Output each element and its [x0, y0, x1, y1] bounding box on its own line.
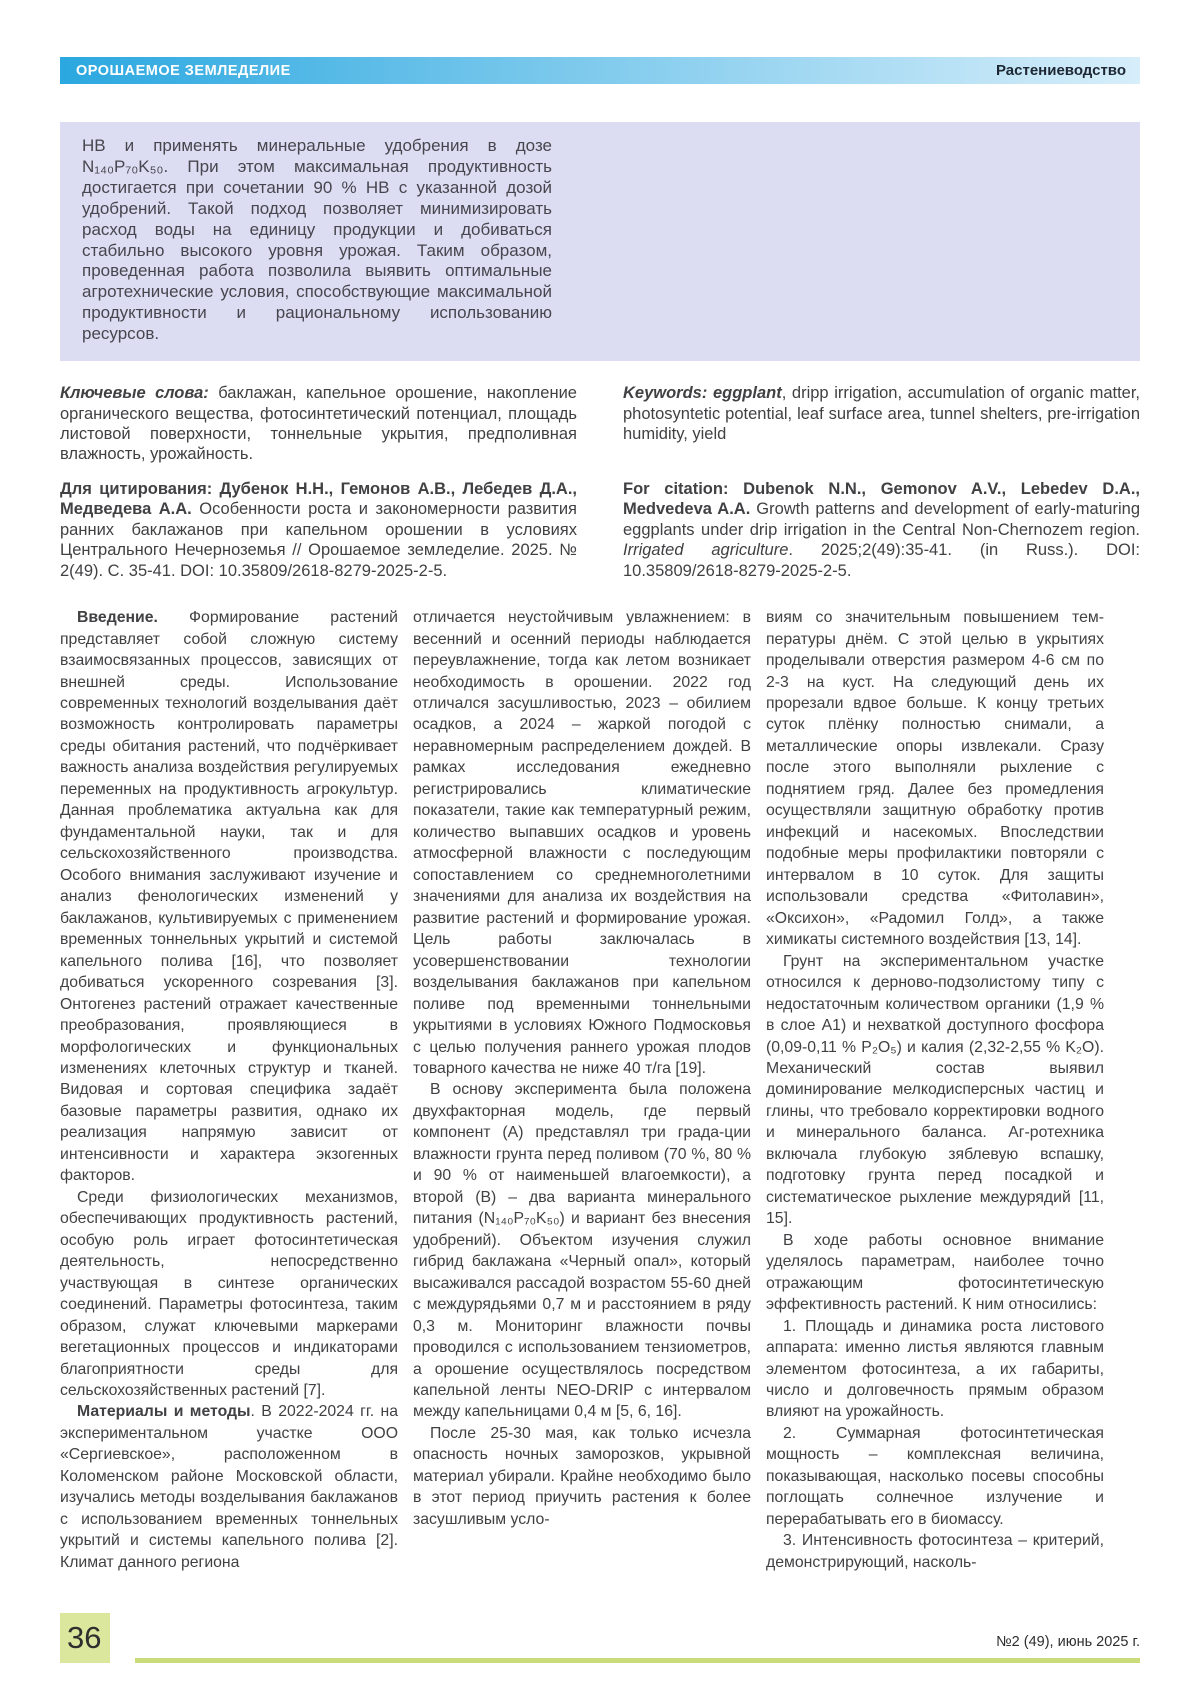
header-bar	[60, 57, 1140, 84]
body-paragraph	[766, 1530, 1104, 1573]
paragraph-text: виям со значительным повышением тем-пературы днём. С этой целью в укрытиях проделывали отверстия размером 4-6 см по 2-3 на куст. На следующий день их прорезали вдвое больше. К концу третьих суток плёнку полностью снимали, а металлические опоры извлекали. Сразу после этого выполняли рыхление с поднятием гряд. Далее без промедления осуществляли защитную обработку против инфекций и насекомых. Впоследствии подобные меры профилактики повторяли с интервалом в 10 суток. Для защиты использовали средства «Фитолавин», «Оксихон», «Радомил Голд», а также химикаты системного воздействия [13, 14].	[766, 609, 1104, 949]
body-paragraph	[413, 607, 751, 1079]
body-paragraph	[413, 1423, 751, 1530]
page-number: 36	[60, 1613, 110, 1663]
citation-en-tail: . 2025;2(49):35-41. (in Russ.). DOI: 10.35809/2618-8279-2025-2-5.	[623, 541, 1140, 580]
abstract-text: НВ и применять минеральные удобрения в дозе N₁₄₀P₇₀K₅₀. При этом максимальная продуктивность достигается при сочетании 90 % НВ с указанной дозой удобрений. Такой подход позволяет минимизировать расход воды на единицу продукции и добиваться стабильно высокого уровня урожая. Таким образом, проведенная работа позволила выявить оптимальные агротехнические условия, способствующие максимальной продуктивности и рациональному использованию ресурсов.	[82, 136, 552, 344]
paragraph-text: В основу эксперимента была положена двухфакторная модель, где первый компонент (А) представлял три града-ции влажности грунта перед поливом (70 %, 80 % и 90 % от наименьшей влагоемкости), а второй (В) – два варианта минерального питания (N₁₄₀P₇₀K₅₀) и вариант без внесения удобрений). Объектом изучения служил гибрид баклажана «Черный опал», который высаживался рассадой возрастом 55-60 дней с междурядьями 0,7 м и расстоянием в ряду 0,3 м. Мониторинг влажности почвы проводился с использованием тензиометров, а орошение осуществлялось посредством капельной ленты NEO-DRIP с интервалом между капельницами 0,4 м [5, 6, 16].	[413, 1081, 751, 1421]
article-body	[60, 607, 1104, 1573]
keywords-en-label: Keywords: eggplant	[623, 384, 782, 403]
citation-en-journal: Irrigated agriculture	[623, 541, 789, 560]
keywords-ru	[60, 383, 577, 465]
body-column-2	[413, 607, 751, 1573]
paragraph-lead: Введение.	[77, 609, 158, 627]
keywords-en-text: , dripp irrigation, accumulation of organic matter, photosyntetic potential, leaf surface area, tunnel shelters, pre-irrigation humidity, yield	[623, 384, 1141, 443]
citation-en-label: For citation: Dubenok N.N., Gemonov A.V., Lebedev D.A., Medvedeva A.A.	[623, 479, 1140, 519]
rubric-label: Растениеводство	[996, 62, 1126, 79]
journal-section-title: ОРОШАЕМОЕ ЗЕМЛЕДЕЛИЕ	[76, 62, 291, 79]
keywords-ru-text: баклажан, капельное орошение, накопление органического вещества, фотосинтетический потенциал, площадь листовой поверхности, тоннельные укрытия, предполивная влажность, урожайность.	[60, 384, 577, 464]
paragraph-text: В ходе работы основное внимание уделялось параметрам, наиболее точно отражающим фотосинтетическую эффективность растений. К ним относились:	[766, 1231, 1104, 1314]
paragraph-text: 1. Площадь и динамика роста листового аппарата: именно листья являются главным элементом фотосинтеза, а их габариты, число и долговечность прямым образом влияют на урожайность.	[766, 1317, 1104, 1421]
keywords-en	[623, 383, 1140, 465]
body-paragraph	[766, 1230, 1104, 1316]
citation-ru-text: Особенности роста и закономерности развития ранних баклажанов при капельном орошении в условиях Центрального Нечерноземья // Орошаемое земледелие. 2025. № 2(49). С. 35-41. DOI: 10.35809/2618-8279-2025-2-5.	[60, 500, 577, 580]
body-paragraph	[766, 607, 1104, 951]
body-paragraph	[766, 1423, 1104, 1530]
body-paragraph	[60, 1401, 398, 1573]
citation-section	[60, 479, 1140, 581]
citation-ru	[60, 479, 577, 581]
body-paragraph	[413, 1079, 751, 1423]
body-paragraph	[766, 1316, 1104, 1423]
paragraph-text: После 25-30 мая, как только исчезла опасность ночных заморозков, укрывной материал убирали. Крайне необходимо было в этот период приучить растения к более засушливым усло-	[413, 1424, 751, 1528]
citation-ru-label: Для цитирования: Дубенок Н.Н., Гемонов А.В., Лебедев Д.А., Медведева А.А.	[60, 479, 577, 519]
body-paragraph	[60, 1187, 398, 1402]
paragraph-text: Среди физиологических механизмов, обеспечивающих продуктивность растений, особую роль играет фотосинтетическая деятельность, непосредственно участвующая в синтезе органических соединений. Параметры фотосинтеза, таким образом, служат ключевыми маркерами вегетационных процессов и индикаторами благоприятности среды для сельскохозяйственных растений [7].	[60, 1188, 398, 1400]
paragraph-lead: Материалы и методы	[77, 1403, 251, 1421]
paragraph-text: 2. Суммарная фотосинтетическая мощность – комплексная величина, показывающая, насколько посевы способны поглощать солнечное излучение и перерабатывать его в биомассу.	[766, 1424, 1104, 1528]
citation-en-text: Growth patterns and development of early-maturing eggplants under drip irrigation in the Central Non-Chernozem region.	[623, 500, 1140, 539]
citation-en	[623, 479, 1140, 581]
body-paragraph	[60, 607, 398, 1187]
keywords-section	[60, 383, 1140, 465]
paragraph-text: . В 2022-2024 гг. на экспериментальном участке ООО «Сергиевское», расположенном в Коломенском районе Московской области, изучались методы возделывания баклажанов с использованием временных тоннельных укрытий и системы капельного полива [2]. Климат данного региона	[60, 1403, 398, 1571]
paragraph-text: Формирование растений представляет собой сложную систему взаимосвязанных процессов, зависящих от внешней среды. Использование современных технологий возделывания даёт возможность контролировать параметры среды обитания растений, что подчёркивает важность анализа воздействия регулируемых переменных на продуктивность агрокультур. Данная проблематика актуальна как для фундаментальной науки, так и для сельскохозяйственного производства. Особого внимания заслуживают изучение и анализ фенологических изменений у баклажанов, культивируемых с применением временных тоннельных укрытий и системой капельного полива [16], что позволяет добиваться ускоренного созревания [3]. Онтогенез растений отражает качественные преобразования, проявляющиеся в морфологических и функциональных изменениях клеточных структур и тканей. Видовая и сортовая специфика задаёт базовые параметры развития, однако их реализация напрямую зависит от интенсивности и характера экзогенных факторов.	[60, 609, 398, 1185]
page-footer	[60, 1613, 1140, 1663]
body-column-3	[766, 607, 1104, 1573]
issue-label: №2 (49), июнь 2025 г.	[135, 1634, 1140, 1663]
body-paragraph	[766, 951, 1104, 1230]
body-column-1	[60, 607, 398, 1573]
paragraph-text: 3. Интенсивность фотосинтеза – критерий, демонстрирующий, насколь-	[766, 1532, 1104, 1571]
keywords-ru-label: Ключевые слова:	[60, 384, 209, 403]
abstract-box	[60, 122, 1140, 361]
paragraph-text: Грунт на экспериментальном участке относился к дерново-подзолистому типу с недостаточным количеством органики (1,9 % в слое А1) и нехваткой доступного фосфора (0,09-0,11 % P₂O₅) и калия (2,32-2,55 % K₂O). Механический состав выявил доминирование мелкодисперсных частиц и глины, что требовало корректировки водного и минерального баланса. Аг-ротехника включала глубокую зяблевую вспашку, подготовку грунта перед посадкой и систематическое рыхление междурядий [11, 15].	[766, 952, 1104, 1228]
paragraph-text: отличается неустойчивым увлажнением: в весенний и осенний периоды наблюдается переувлажнение, тогда как летом возникает необходимость в орошении. 2022 год отличался засушливостью, 2023 – обилием осадков, а 2024 – жаркой погодой с неравномерным распределением дождей. В рамках исследования ежедневно регистрировались климатические показатели, такие как температурный режим, количество выпавших осадков и уровень атмосферной влажности с последующим сопоставлением со среднемноголетними значениями для анализа их воздействия на развитие растений и формирование урожая. Цель работы заключалась в усовершенствовании технологии возделывания баклажанов при капельном поливе под временными тоннельными укрытиями в условиях Южного Подмосковья с целью получения раннего урожая плодов товарного качества не ниже 40 т/га [19].	[413, 609, 751, 1077]
